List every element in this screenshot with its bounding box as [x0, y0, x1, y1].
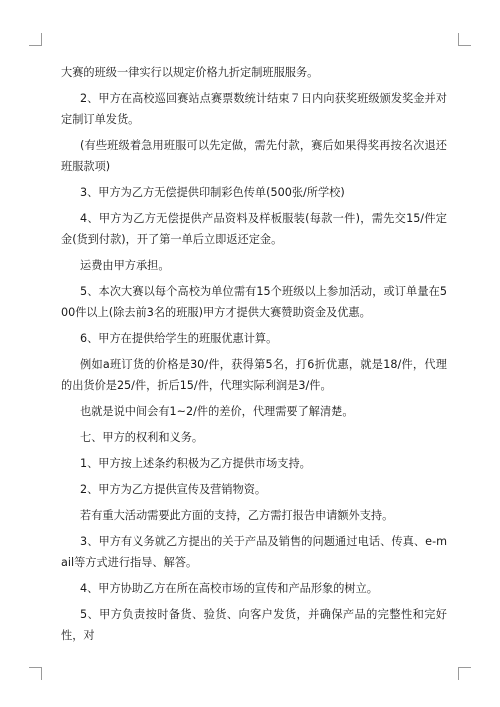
paragraph: 2、甲方为乙方提供宣传及营销物资。: [80, 483, 267, 496]
paragraph: 5、本次大赛以每个高校为单位需有15个班级以上参加活动，或订单量在500件以上(除去前3名的班服)甲方才提供大赛赞助资金及优惠。: [61, 285, 447, 319]
paragraph: 若有重大活动需要此方面的支持，乙方需打报告申请额外支持。: [80, 509, 394, 522]
paragraph: 2、甲方在高校巡回赛站点赛票数统计结束７日内向获奖班级颁发奖金并对定制订单发货。: [61, 92, 447, 126]
paragraph: 也就是说中间会有1~2/件的差价，代理需要了解清楚。: [80, 405, 354, 418]
crop-mark-bottom-right: [458, 667, 471, 680]
paragraph: (有些班级着急用班服可以先定做，需先付款，赛后如果得奖再按名次退还班服款项): [61, 139, 447, 173]
paragraph: 大赛的班级一律实行以规定价格九折定制班服服务。: [61, 66, 319, 79]
paragraph: 3、甲方有义务就乙方提出的关于产品及销售的问题通过电话、传真、e-mail等方式进行指导、解答。: [61, 535, 447, 569]
document-body: [61, 62, 447, 651]
paragraph: 4、甲方为乙方无偿提供产品资料及样板服装(每款一件)，需先交15/件定金(货到付款)，开了第一单后立即返还定金。: [61, 212, 447, 246]
crop-mark-bottom-left: [29, 667, 42, 680]
crop-mark-top-right: [458, 33, 471, 46]
paragraph: 七、甲方的权利和义务。: [80, 431, 204, 444]
crop-mark-top-left: [29, 33, 42, 46]
paragraph: 4、甲方协助乙方在所在高校市场的宣传和产品形象的树立。: [80, 582, 378, 595]
paragraph: 5、甲方负责按时备货、验货、向客户发货，并确保产品的完整性和完好性，对: [61, 608, 447, 642]
paragraph: 运费由甲方承担。: [80, 259, 170, 272]
paragraph: 1、甲方按上述条约积极为乙方提供市场支持。: [80, 457, 311, 470]
paragraph: 例如a班订货的价格是30/件，获得第5名，打6折优惠，就是18/件，代理的出货价是25/件，折后15/件，代理实际利润是3/件。: [61, 358, 447, 392]
paragraph: 3、甲方为乙方无偿提供印制彩色传单(500张/所学校): [80, 186, 345, 199]
paragraph: 6、甲方在提供给学生的班服优惠计算。: [80, 332, 278, 345]
